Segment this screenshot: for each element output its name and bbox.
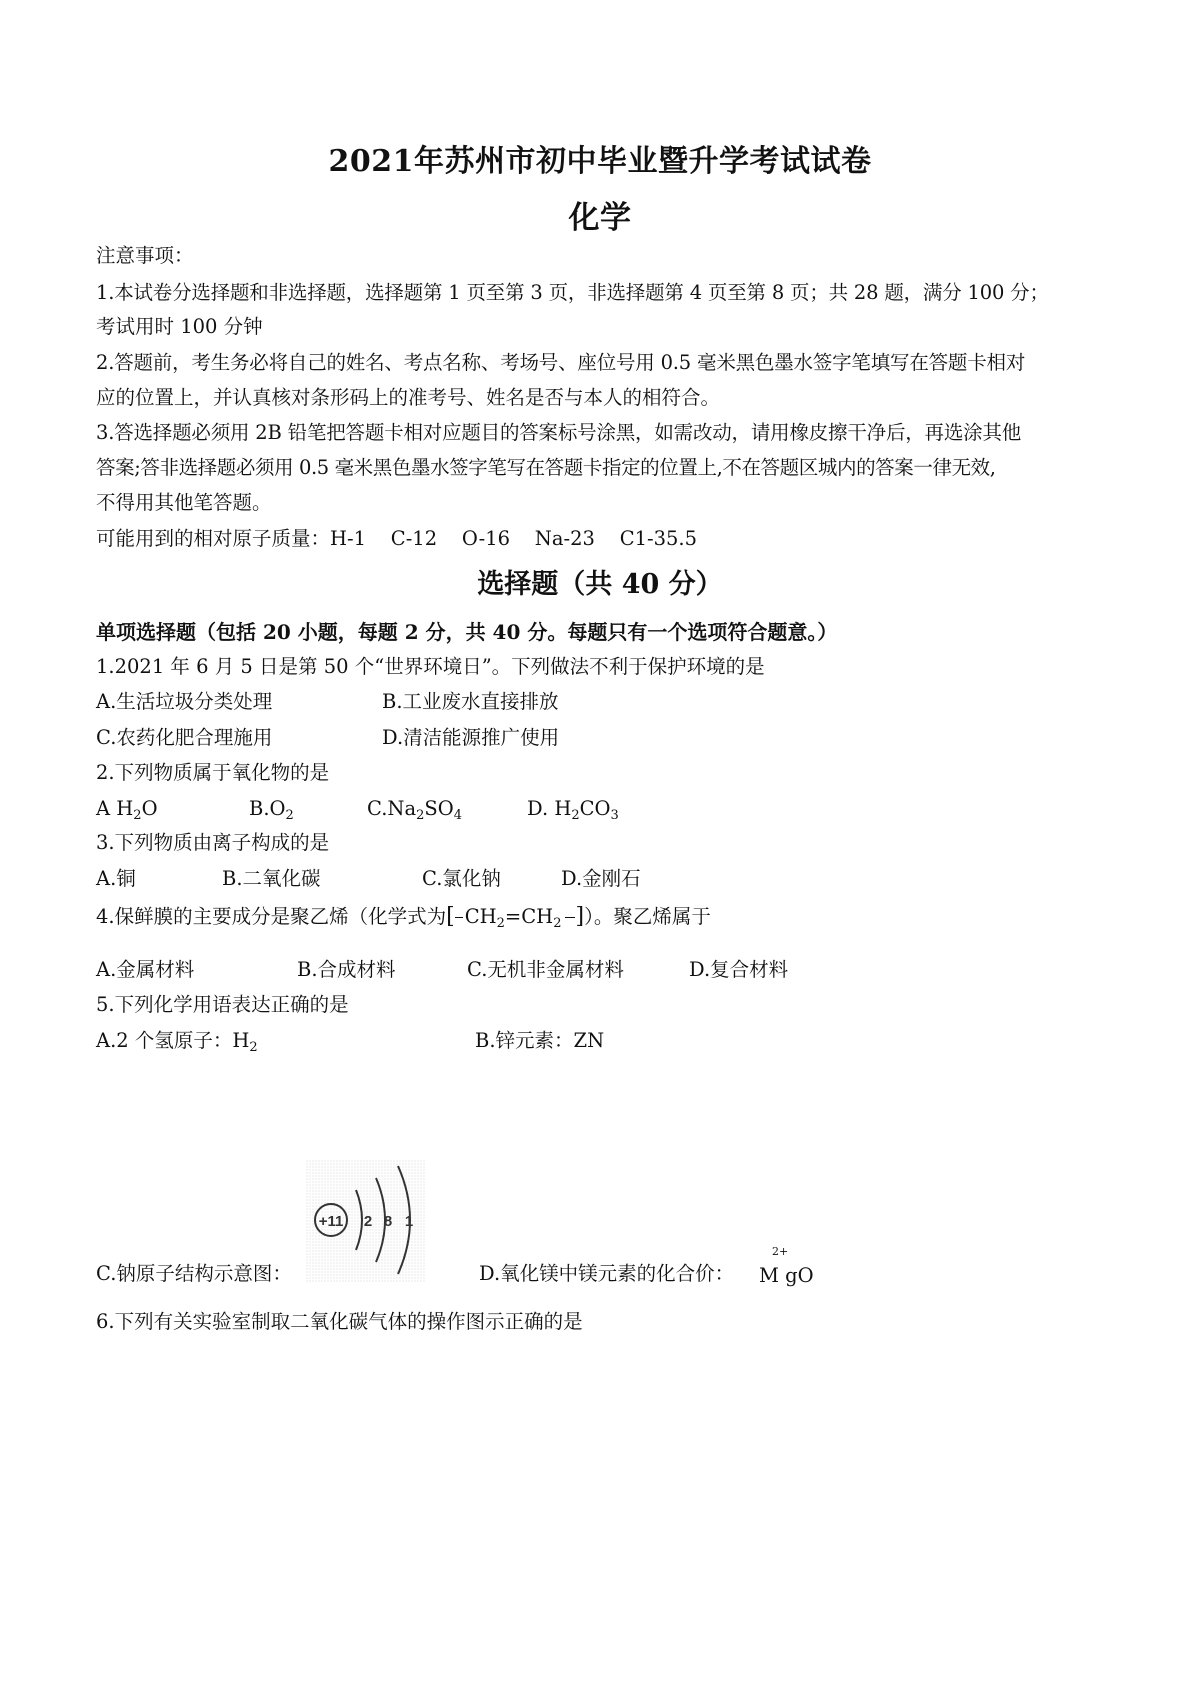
polyethylene-formula [446, 905, 584, 936]
section-instruction: 单项选择题（包括 20 小题，每题 2 分，共 40 分。每题只有一个选项符合题意。） [96, 620, 838, 644]
q4-stem-post: ）。聚乙烯属于 [584, 905, 711, 928]
formula-sub-2: 2 [553, 916, 562, 931]
q2-b-pre: B.O [249, 797, 286, 820]
q2-d-mid: CO [579, 797, 611, 820]
formula-sub-1: 2 [496, 916, 505, 931]
q2-option-c [367, 797, 462, 828]
q2-b-sub: 2 [285, 808, 294, 823]
sodium-atom-diagram [306, 1160, 426, 1282]
q4-stem-pre: 4.保鲜膜的主要成分是聚乙烯（化学式为 [96, 905, 447, 928]
note-2-line-2: 应的位置上，并认真核对条形码上的准考号、姓名是否与本人的相符合。 [96, 386, 721, 409]
q3-option-a: A.铜 [96, 867, 136, 890]
q1-option-b: B.工业废水直接排放 [382, 690, 559, 713]
note-3-line-3: 不得用其他笔答题。 [96, 491, 272, 514]
q4-stem [96, 905, 711, 936]
formula-left-bond [455, 917, 463, 918]
formula-right-bracket-icon: ] [575, 904, 585, 929]
q3-stem: 3.下列物质由离子构成的是 [96, 831, 330, 854]
q4-option-a: A.金属材料 [96, 958, 195, 981]
atom-shell-3-label: 1 [404, 1213, 414, 1230]
note-3-line-1: 3.答选择题必须用 2B 铅笔把答题卡相对应题目的答案标号涂黑，如需改动，请用橡皮擦干净后，再选涂其他 [96, 421, 1022, 444]
subject-title: 化学 [568, 200, 632, 236]
exam-title: 2021年苏州市初中毕业暨升学考试试卷 [328, 144, 872, 179]
q2-a-sub: 2 [133, 808, 142, 823]
atomic-mass-line: 可能用到的相对原子质量：H-1 C-12 O-16 Na-23 C1-35.5 [96, 527, 698, 550]
section-title: 选择题（共 40 分） [477, 569, 723, 600]
q5-option-c: C.钠原子结构示意图： [96, 1262, 292, 1285]
q4-option-b: B.合成材料 [297, 958, 396, 981]
formula-left-bracket-icon: [ [446, 904, 455, 929]
formula-right-bond [565, 917, 575, 918]
atom-structure-icon [306, 1160, 426, 1282]
q2-d-sub1: 2 [571, 808, 580, 823]
q3-option-c: C.氯化钠 [422, 867, 501, 890]
q5-d-formula: M gO [759, 1264, 814, 1287]
q5-option-a [96, 1029, 258, 1060]
q5-a-sub: 2 [249, 1040, 258, 1055]
q2-option-b [249, 797, 294, 828]
q2-c-pre: C.Na [367, 797, 417, 820]
q5-option-b: B.锌元素：ZN [475, 1029, 605, 1052]
q1-option-a: A.生活垃圾分类处理 [96, 690, 273, 713]
q5-option-d [479, 1262, 734, 1286]
note-1-line-1: 1.本试卷分选择题和非选择题，选择题第 1 页至第 3 页，非选择题第 4 页至第 8 页；共 28 题，满分 100 分； [96, 281, 1049, 304]
note-2-line-1: 2.答题前，考生务必将自己的姓名、考点名称、考场号、座位号用 0.5 毫米黑色墨水签字笔填写在答题卡相对 [96, 351, 1026, 374]
q2-c-sub1: 2 [416, 808, 425, 823]
q5-a-pre: A.2 个氢原子：H [96, 1029, 250, 1052]
notes-heading: 注意事项： [96, 244, 194, 267]
note-3-line-2: 答案;答非选择题必须用 0.5 毫米黑色墨水签字笔写在答题卡指定的位置上,不在答题区城内的答案一律无效, [96, 456, 996, 479]
note-1-line-2: 考试用时 100 分钟 [96, 315, 263, 338]
q3-option-b: B.二氧化碳 [222, 867, 321, 890]
atom-shell-1-label: 2 [363, 1213, 373, 1230]
q2-a-post: O [141, 797, 158, 820]
q5-stem: 5.下列化学用语表达正确的是 [96, 993, 349, 1016]
q1-option-d: D.清洁能源推广使用 [382, 726, 560, 749]
q2-option-d [527, 797, 619, 828]
q2-c-sub2: 4 [453, 808, 463, 823]
q4-option-d: D.复合材料 [689, 958, 789, 981]
atom-shell-2-label: 8 [383, 1213, 393, 1230]
q6-stem: 6.下列有关实验室制取二氧化碳气体的操作图示正确的是 [96, 1310, 583, 1333]
formula-ch-a: CH [464, 905, 497, 928]
q1-option-c: C.农药化肥合理施用 [96, 726, 273, 749]
q2-d-sub2: 3 [610, 808, 619, 823]
q2-c-mid: SO [424, 797, 454, 820]
formula-eq-ch: =CH [504, 905, 554, 928]
q2-d-pre: D. H [527, 797, 572, 820]
q2-a-pre: A H [96, 797, 134, 820]
q4-option-c: C.无机非金属材料 [467, 958, 624, 981]
q2-option-a [96, 797, 158, 828]
q5-d-pre: D.氧化镁中镁元素的化合价： [479, 1262, 735, 1285]
q1-stem: 1.2021 年 6 月 5 日是第 50 个“世界环境日”。下列做法不利于保护环境的是 [96, 655, 765, 678]
q5-d-charge: 2+ [772, 1245, 789, 1258]
q2-stem: 2.下列物质属于氧化物的是 [96, 761, 330, 784]
atom-nucleus-label: +11 [318, 1213, 344, 1230]
q3-option-d: D.金刚石 [561, 867, 641, 890]
